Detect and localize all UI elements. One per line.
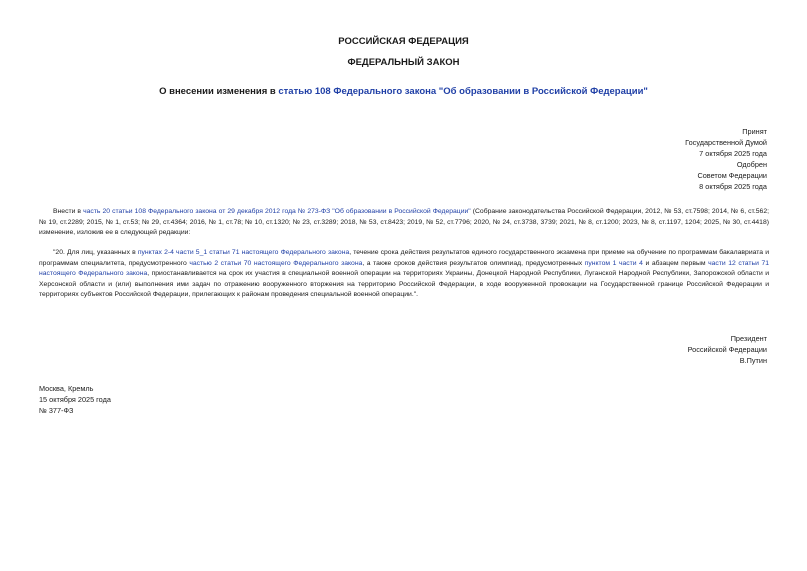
text: "20. Для лиц, указанных в [53,249,138,256]
signature-block [688,333,767,366]
text: , а также сроков действия результатов олимпиад, предусмотренных [362,259,585,267]
adoption-line: Государственной Думой [685,138,767,147]
text: (Собрание законодательства Российской Федерации, 2012, № 53, ст.7598; 2014, № 6, ст.562; № 19, ст.2289; 2015, № 1, ст.53; № 29, ст.4364; 2016, № 1, ст.78; № 10, ст.1320; № 23, ст.3289; 2018, № 53, ст.8423; 2019, № 52, ст.7796; 2020, № 24, ст.3738, 3739; 2021, № 8, ст.1200; 2023, № 8, ст.1197, 1204; 2025, № 30, ст.4418) изменение, изложив ее в следующей редакции: [39,208,769,236]
signature-line: Российской Федерации [687,345,767,354]
law-number: № 377-ФЗ [39,406,74,415]
adoption-line: 7 октября 2025 года [699,149,767,158]
point-1-part-4-link[interactable]: пунктом 1 части 4 [584,259,643,267]
law-type-heading: ФЕДЕРАЛЬНЫЙ ЗАКОН [347,57,460,68]
adoption-line: Одобрен [736,160,767,169]
law-title-prefix: О внесении изменения в [159,86,279,97]
text: , приостанавливается на срок их участия в специальной военной операции на территориях Украины, Донецкой Народной Республики, Луганской Народной Республики, Запорожской области и Херсонской области и (или) выполнения ими задач по отражению вооруженного вторжения на территорию Российской Федерации, в ходе вооруженной провокации на Государственной границе Российской Федерации и территориях субъектов Российской Федерации, прилегающих к районам проведения специальной военной операции.". [39,270,769,298]
text: и абзацем первым [642,259,709,267]
place-line: Москва, Кремль [39,384,94,393]
date-line: 15 октября 2025 года [39,395,111,404]
law-title [0,86,807,97]
law-title-link[interactable]: статью 108 Федерального закона "Об образовании в Российской Федерации" [278,86,648,97]
article-71-link[interactable]: пунктах 2-4 части 5_1 статьи 71 настоящего Федерального закона [137,249,350,256]
law-article-link[interactable]: часть 20 статьи 108 Федерального закона от 29 декабря 2012 года № 273-ФЗ "Об образовании в Российской Федерации" [83,208,471,215]
signature-line: Президент [730,334,767,343]
adoption-block [685,126,767,192]
text: , течение срока действия результатов единого государственного экзамена при приеме на обучение по программам бакалавриата и программам специалитета, предусмотренного [39,249,769,267]
adoption-line: Принят [742,127,767,136]
paragraph-new-text [39,248,769,301]
text: Внести в [53,208,84,215]
article-70-link[interactable]: частью 2 статьи 70 настоящего Федерального закона [189,259,363,267]
paragraph-amendment [39,207,769,239]
signature-line: В.Путин [739,356,767,365]
place-date-block [39,383,111,416]
adoption-line: Советом Федерации [697,171,767,180]
country-heading: РОССИЙСКАЯ ФЕДЕРАЦИЯ [338,36,469,47]
adoption-line: 8 октября 2025 года [699,182,767,191]
part-12-article-71-link[interactable]: части 12 статьи 71 настоящего Федерального закона [39,259,770,277]
